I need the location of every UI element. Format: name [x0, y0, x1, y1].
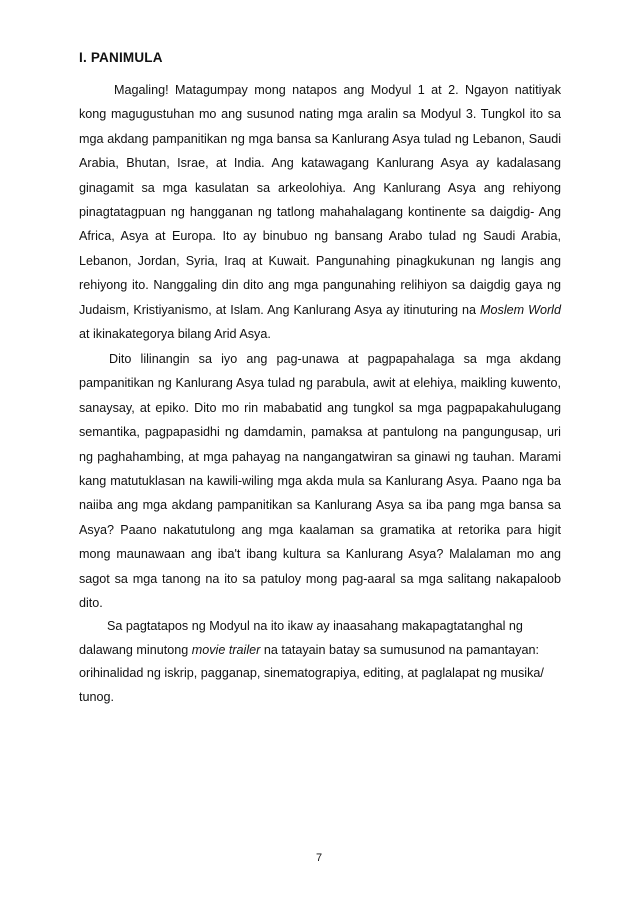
- paragraph-goal: [79, 615, 561, 709]
- page-number: 7: [315, 852, 323, 864]
- paragraph-goal-text-a: Sa pagtatapos ng Modyul na ito ikaw ay inaasahang makapagtatanghal ng dalawang minutong: [79, 619, 523, 657]
- paragraph-intro-text-b: at ikinakategorya bilang Arid Asya.: [79, 327, 271, 342]
- paragraph-intro-italic: Moslem World: [480, 302, 561, 317]
- section-heading: I. PANIMULA: [79, 50, 163, 65]
- paragraph-intro-text-a: Magaling! Matagumpay mong natapos ang Modyul 1 at 2. Ngayon natitiyak kong magugustuhan mo ang susunod nating mga aralin sa Modyul 3. Tungkol ito sa mga akdang pampanitikan ng mga bansa sa Kanlurang Asya tulad ng Lebanon, Saudi Arabia, Bhutan, Israe, at India. Ang katawagang Kanlurang Asya ay kadalasang ginagamit sa mga kasulatan sa arkeolohiya. Ang Kanlurang Asya ang rehiyong pinagtatagpuan ng hangganan ng tatlong mahahalagang kontinente sa daigdig- Ang Africa, Asya at Europa. Ito ay binubuo ng bansang Arabo tulad ng Saudi Arabia, Lebanon, Jordan, Syria, Iraq at Kuwait. Pangunahing pinagkukunan ng langis ang rehiyong ito. Nanggaling din dito ang mga pangunahing relihiyon sa daigdig gaya ng Judaism, Kristiyanismo, at Islam. Ang Kanlurang Asya ay itinuturing na: [79, 83, 561, 317]
- paragraph-intro: [79, 78, 561, 346]
- paragraph-scope: Dito lilinangin sa iyo ang pag-unawa at pagpapahalaga sa mga akdang pampanitikan ng Kanlurang Asya tulad ng parabula, awit at elehiya, maikling kuwento, sanaysay, at epiko. Dito mo rin mababatid ang tungkol sa mga pagpapakahulugang semantika, pagpapasidhi ng damdamin, pamaksa at pantulong na pangungusap, uri ng paghahambing, at mga pahayag na nangangatwiran sa ginawi ng tauhan. Marami kang matutuklasan na kawili-wiling mga akda mula sa Kanlurang Asya. Paano nga ba naiiba ang mga akdang pampanitikan sa Kanlurang Asya sa iba pang mga bansa sa Asya? Paano nakatutulong ang mga kaalaman sa gramatika at retorika para higit mong maunawaan ang iba't ibang kultura sa Kanlurang Asya? Malalaman mo ang sagot sa mga tanong na ito sa patuloy mong pag-aaral sa mga salitang nakapaloob dito.: [79, 352, 561, 611]
- paragraph-goal-italic: movie trailer: [191, 642, 261, 657]
- paragraph-goal-text-b: na tatayain batay sa sumusunod na pamantayan: orihinalidad ng iskrip, pagganap, sinematograpiya, editing, at paglalapat ng musika/ tunog.: [79, 642, 544, 704]
